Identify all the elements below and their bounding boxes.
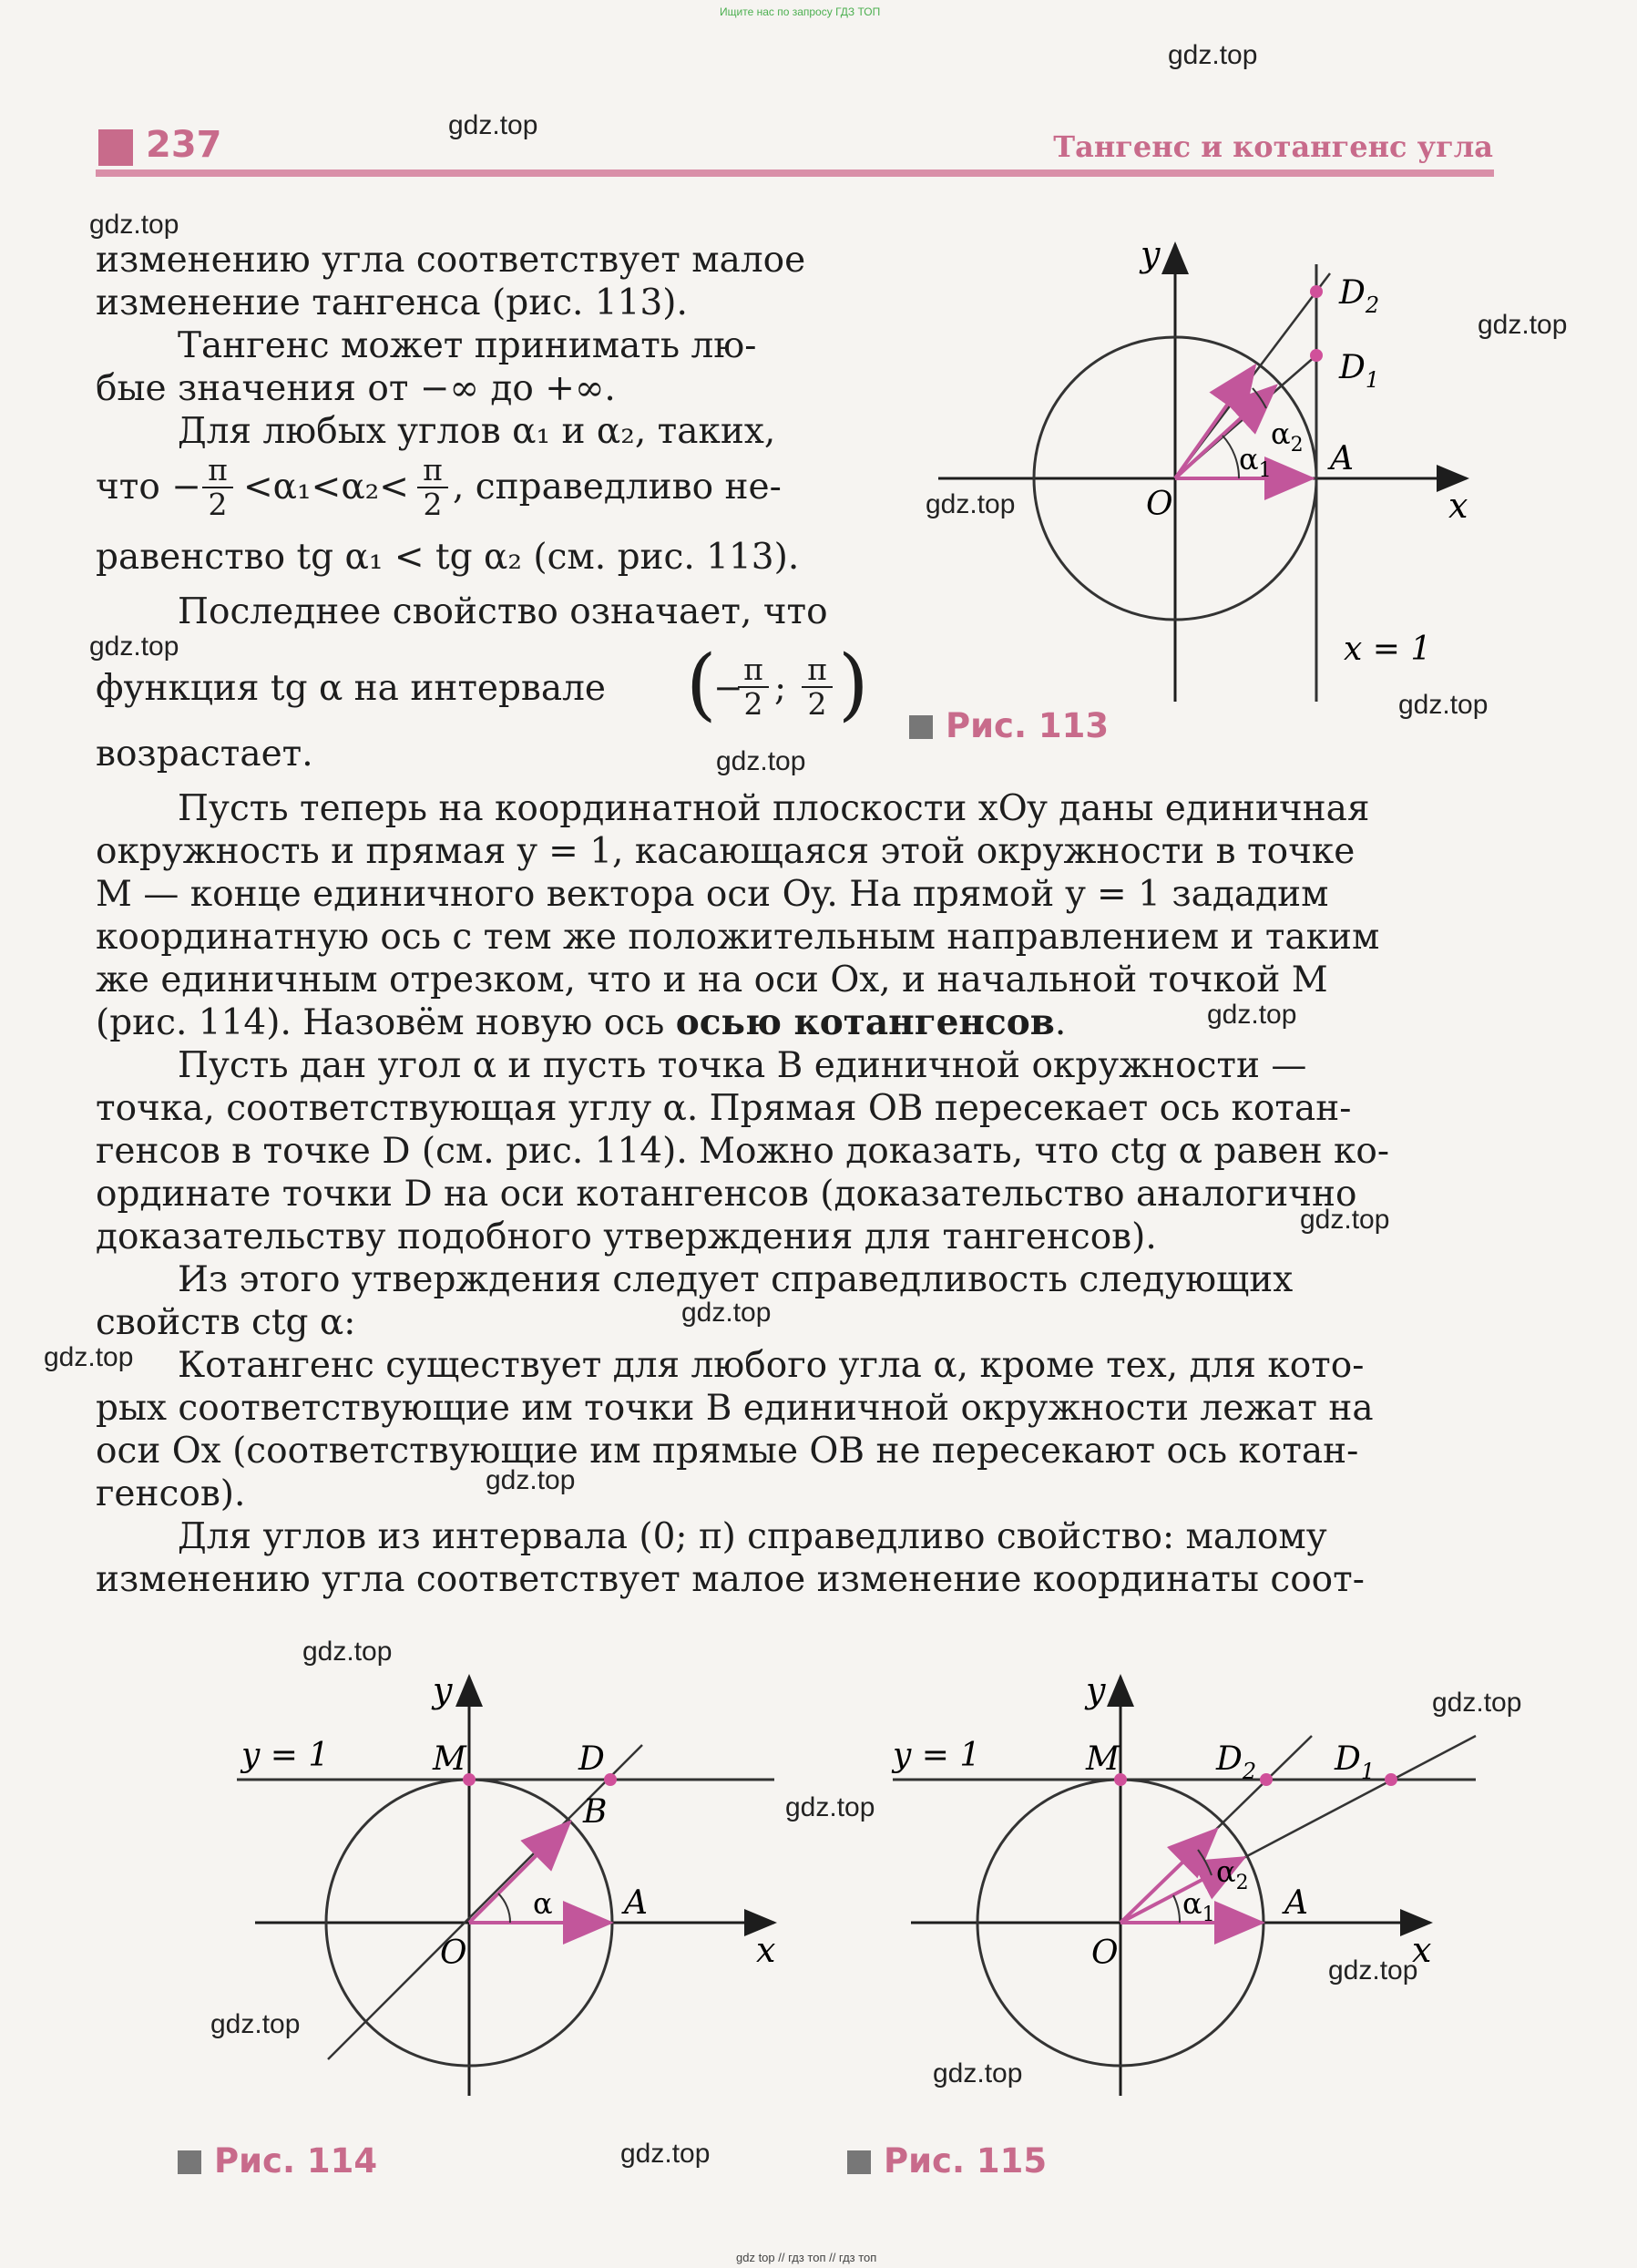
fraction-pi-over-2-a [202, 454, 233, 521]
paragraph-4-line-3: возрастает. [96, 734, 313, 775]
watermark: gdz.top [302, 1637, 393, 1667]
fraction-den: 2 [738, 686, 769, 721]
label-y-eq-1: y = 1 [241, 1737, 330, 1774]
watermark: gdz.top [926, 489, 1016, 519]
watermark: gdz.top [620, 2139, 711, 2169]
caption-marker [178, 2150, 201, 2174]
figure-114 [210, 1658, 802, 2132]
caption-marker [847, 2150, 871, 2174]
label-d1: $D_1$ [1339, 349, 1380, 393]
watermark: gdz.top [44, 1342, 134, 1372]
label-d2: $D_2$ [1339, 274, 1380, 318]
text-spravedlivo: , справедливо не- [453, 467, 782, 508]
label-o: O [440, 1934, 467, 1972]
paragraph-2-line-1: Тангенс может принимать лю- [178, 325, 757, 366]
header-rule [96, 169, 1494, 177]
caption-marker [909, 715, 933, 739]
paragraph-2-line-2: бые значения от −∞ до +∞. [96, 368, 616, 409]
label-d: D [578, 1740, 605, 1778]
section-title: Тангенс и котангенс угла [1053, 129, 1493, 164]
watermark: gdz.top [1300, 1205, 1390, 1235]
paragraph-5-line-2: окружность и прямая y = 1, касающаяся этой окружности в точке [96, 831, 1356, 872]
label-y: y [1141, 234, 1161, 274]
paragraph-3-line-3: равенство tg α₁ < tg α₂ (см. рис. 113). [96, 537, 800, 578]
paragraph-5-line-4: координатную ось с тем же положительным направлением и таким [96, 917, 1380, 958]
paragraph-8-line-4: генсов). [96, 1473, 246, 1514]
text-inequality: <α₁<α₂< [243, 467, 409, 508]
watermark: gdz.top [785, 1792, 875, 1822]
point-d1 [1385, 1773, 1397, 1786]
watermark: gdz.top [1478, 310, 1568, 340]
label-o: O [1146, 486, 1173, 523]
text-chto-minus: что − [96, 467, 201, 508]
paragraph-7-line-2: свойств ctg α: [96, 1302, 356, 1343]
fraction-num: π [743, 652, 763, 687]
line-ob [328, 1745, 642, 2059]
fraction-pi-over-2-c [738, 653, 769, 721]
fraction-num: π [423, 452, 443, 487]
watermark: gdz.top [210, 2009, 301, 2039]
fraction-pi-over-2-b [417, 454, 448, 521]
watermark: gdz.top [933, 2058, 1023, 2088]
label-a: A [1284, 1884, 1308, 1922]
paragraph-1-line-2: изменение тангенса (рис. 113). [96, 282, 688, 323]
paragraph-5-line-3: M — конце единичного вектора оси Oy. На прямой y = 1 зададим [96, 874, 1329, 915]
watermark: gdz.top [1398, 690, 1489, 720]
caption-fig-113: Рис. 113 [909, 706, 1109, 745]
page-marker [98, 129, 133, 166]
watermark: gdz.top [1328, 1955, 1418, 1986]
point-d2 [1310, 285, 1323, 298]
paragraph-6-line-5: доказательству подобного утверждения для тангенсов). [96, 1216, 1157, 1257]
label-y: y [1086, 1670, 1106, 1710]
paragraph-6-line-4: ординате точки D на оси котангенсов (доказательство аналогично [96, 1174, 1357, 1215]
fraction-num: π [807, 652, 827, 687]
paragraph-6-line-1: Пусть дан угол α и пусть точка B единичной окружности — [178, 1045, 1307, 1086]
point-d1 [1310, 349, 1323, 362]
watermark: gdz.top [89, 631, 179, 662]
paragraph-8-line-2: рых соответствующие им точки B единичной окружности лежат на [96, 1388, 1374, 1429]
label-b: B [583, 1793, 608, 1831]
label-alpha2: $\alpha_2$ [1271, 416, 1304, 457]
paragraph-8-line-3: оси Ox (соответствующие им прямые OB не пересекают ось котан- [96, 1431, 1359, 1472]
label-x: x [756, 1930, 776, 1970]
label-alpha: α [533, 1886, 553, 1921]
watermark: gdz.top [1168, 40, 1258, 70]
label-m: M [1086, 1740, 1120, 1778]
label-o: O [1091, 1934, 1119, 1972]
paragraph-6-line-3: генсов в точке D (см. рис. 114). Можно доказать, что ctg α равен ко- [96, 1131, 1390, 1172]
paragraph-6-line-2: точка, соответствующая углу α. Прямая OB пересекает ось котан- [96, 1088, 1352, 1129]
watermark: gdz.top [448, 110, 538, 140]
label-a: A [624, 1884, 648, 1922]
paragraph-3-line-1: Для любых углов α₁ и α₂, таких, [178, 411, 776, 452]
paragraph-4-line-1: Последнее свойство означает, что [178, 591, 828, 632]
label-alpha1: $\alpha_1$ [1182, 1886, 1215, 1926]
fraction-pi-over-2-d [802, 653, 833, 721]
paragraph-5-line-1: Пусть теперь на координатной плоскости xOy даны единичная [178, 788, 1370, 829]
label-x: x [1412, 1930, 1432, 1970]
caption-fig-114: Рис. 114 [178, 2141, 377, 2181]
top-note: Ищите нас по запросу ГДЗ ТОП [720, 5, 881, 18]
caption-fig-115: Рис. 115 [847, 2141, 1047, 2181]
label-x-eq-1: x = 1 [1344, 631, 1432, 668]
term-cotangent-axis: осью котангенсов [675, 1001, 1055, 1043]
label-d1: $D_1$ [1335, 1740, 1376, 1784]
interval-semicolon: ; [774, 668, 787, 709]
label-m: M [433, 1740, 466, 1778]
watermark: gdz.top [486, 1465, 576, 1495]
paragraph-4-line-2: функция tg α на интервале ( − $\frac{\pi}{2}$ ; $\frac{\pi}{2}$ ) [96, 639, 869, 730]
vector-b [469, 1822, 569, 1923]
watermark: gdz.top [681, 1298, 772, 1328]
watermark: gdz.top [89, 210, 179, 240]
label-alpha1: $\alpha_1$ [1239, 442, 1272, 482]
text-function: функция tg α на интервале [96, 668, 606, 709]
paragraph-8-line-1: Котангенс существует для любого угла α, кроме тех, для кото- [178, 1345, 1365, 1386]
point-d [604, 1773, 617, 1786]
fraction-den: 2 [202, 487, 233, 521]
label-alpha2: $\alpha_2$ [1216, 1854, 1249, 1894]
interval-minus: − [713, 668, 743, 709]
label-x: x [1448, 486, 1468, 526]
watermark: gdz.top [1207, 1000, 1297, 1030]
label-y-eq-1: y = 1 [893, 1737, 981, 1774]
fraction-den: 2 [417, 487, 448, 521]
paragraph-5-line-6: (рис. 114). Назовём новую ось осью котангенсов. [96, 1001, 1067, 1043]
fraction-den: 2 [802, 686, 833, 721]
watermark: gdz.top [716, 746, 806, 776]
label-d2: $D_2$ [1216, 1740, 1257, 1784]
paragraph-7-line-1: Из этого утверждения следует справедливость следующих [178, 1259, 1294, 1300]
paragraph-1-line-1: изменению угла соответствует малое [96, 240, 806, 281]
page-number: 237 [146, 124, 222, 166]
point-d2 [1260, 1773, 1273, 1786]
label-y: y [433, 1670, 453, 1710]
paragraph-9-line-2: изменению угла соответствует малое изменение координаты соот- [96, 1559, 1365, 1600]
fraction-num: π [208, 452, 228, 487]
paragraph-9-line-1: Для углов из интервала (0; π) справедливо свойство: малому [178, 1516, 1327, 1557]
watermark: gdz.top [1432, 1688, 1522, 1718]
label-a: A [1330, 440, 1354, 477]
paragraph-5-line-5: же единичным отрезком, что и на оси Ox, и начальной точкой M [96, 960, 1328, 1001]
bottom-note: gdz top // гдз топ // гдз топ [736, 2251, 877, 2264]
